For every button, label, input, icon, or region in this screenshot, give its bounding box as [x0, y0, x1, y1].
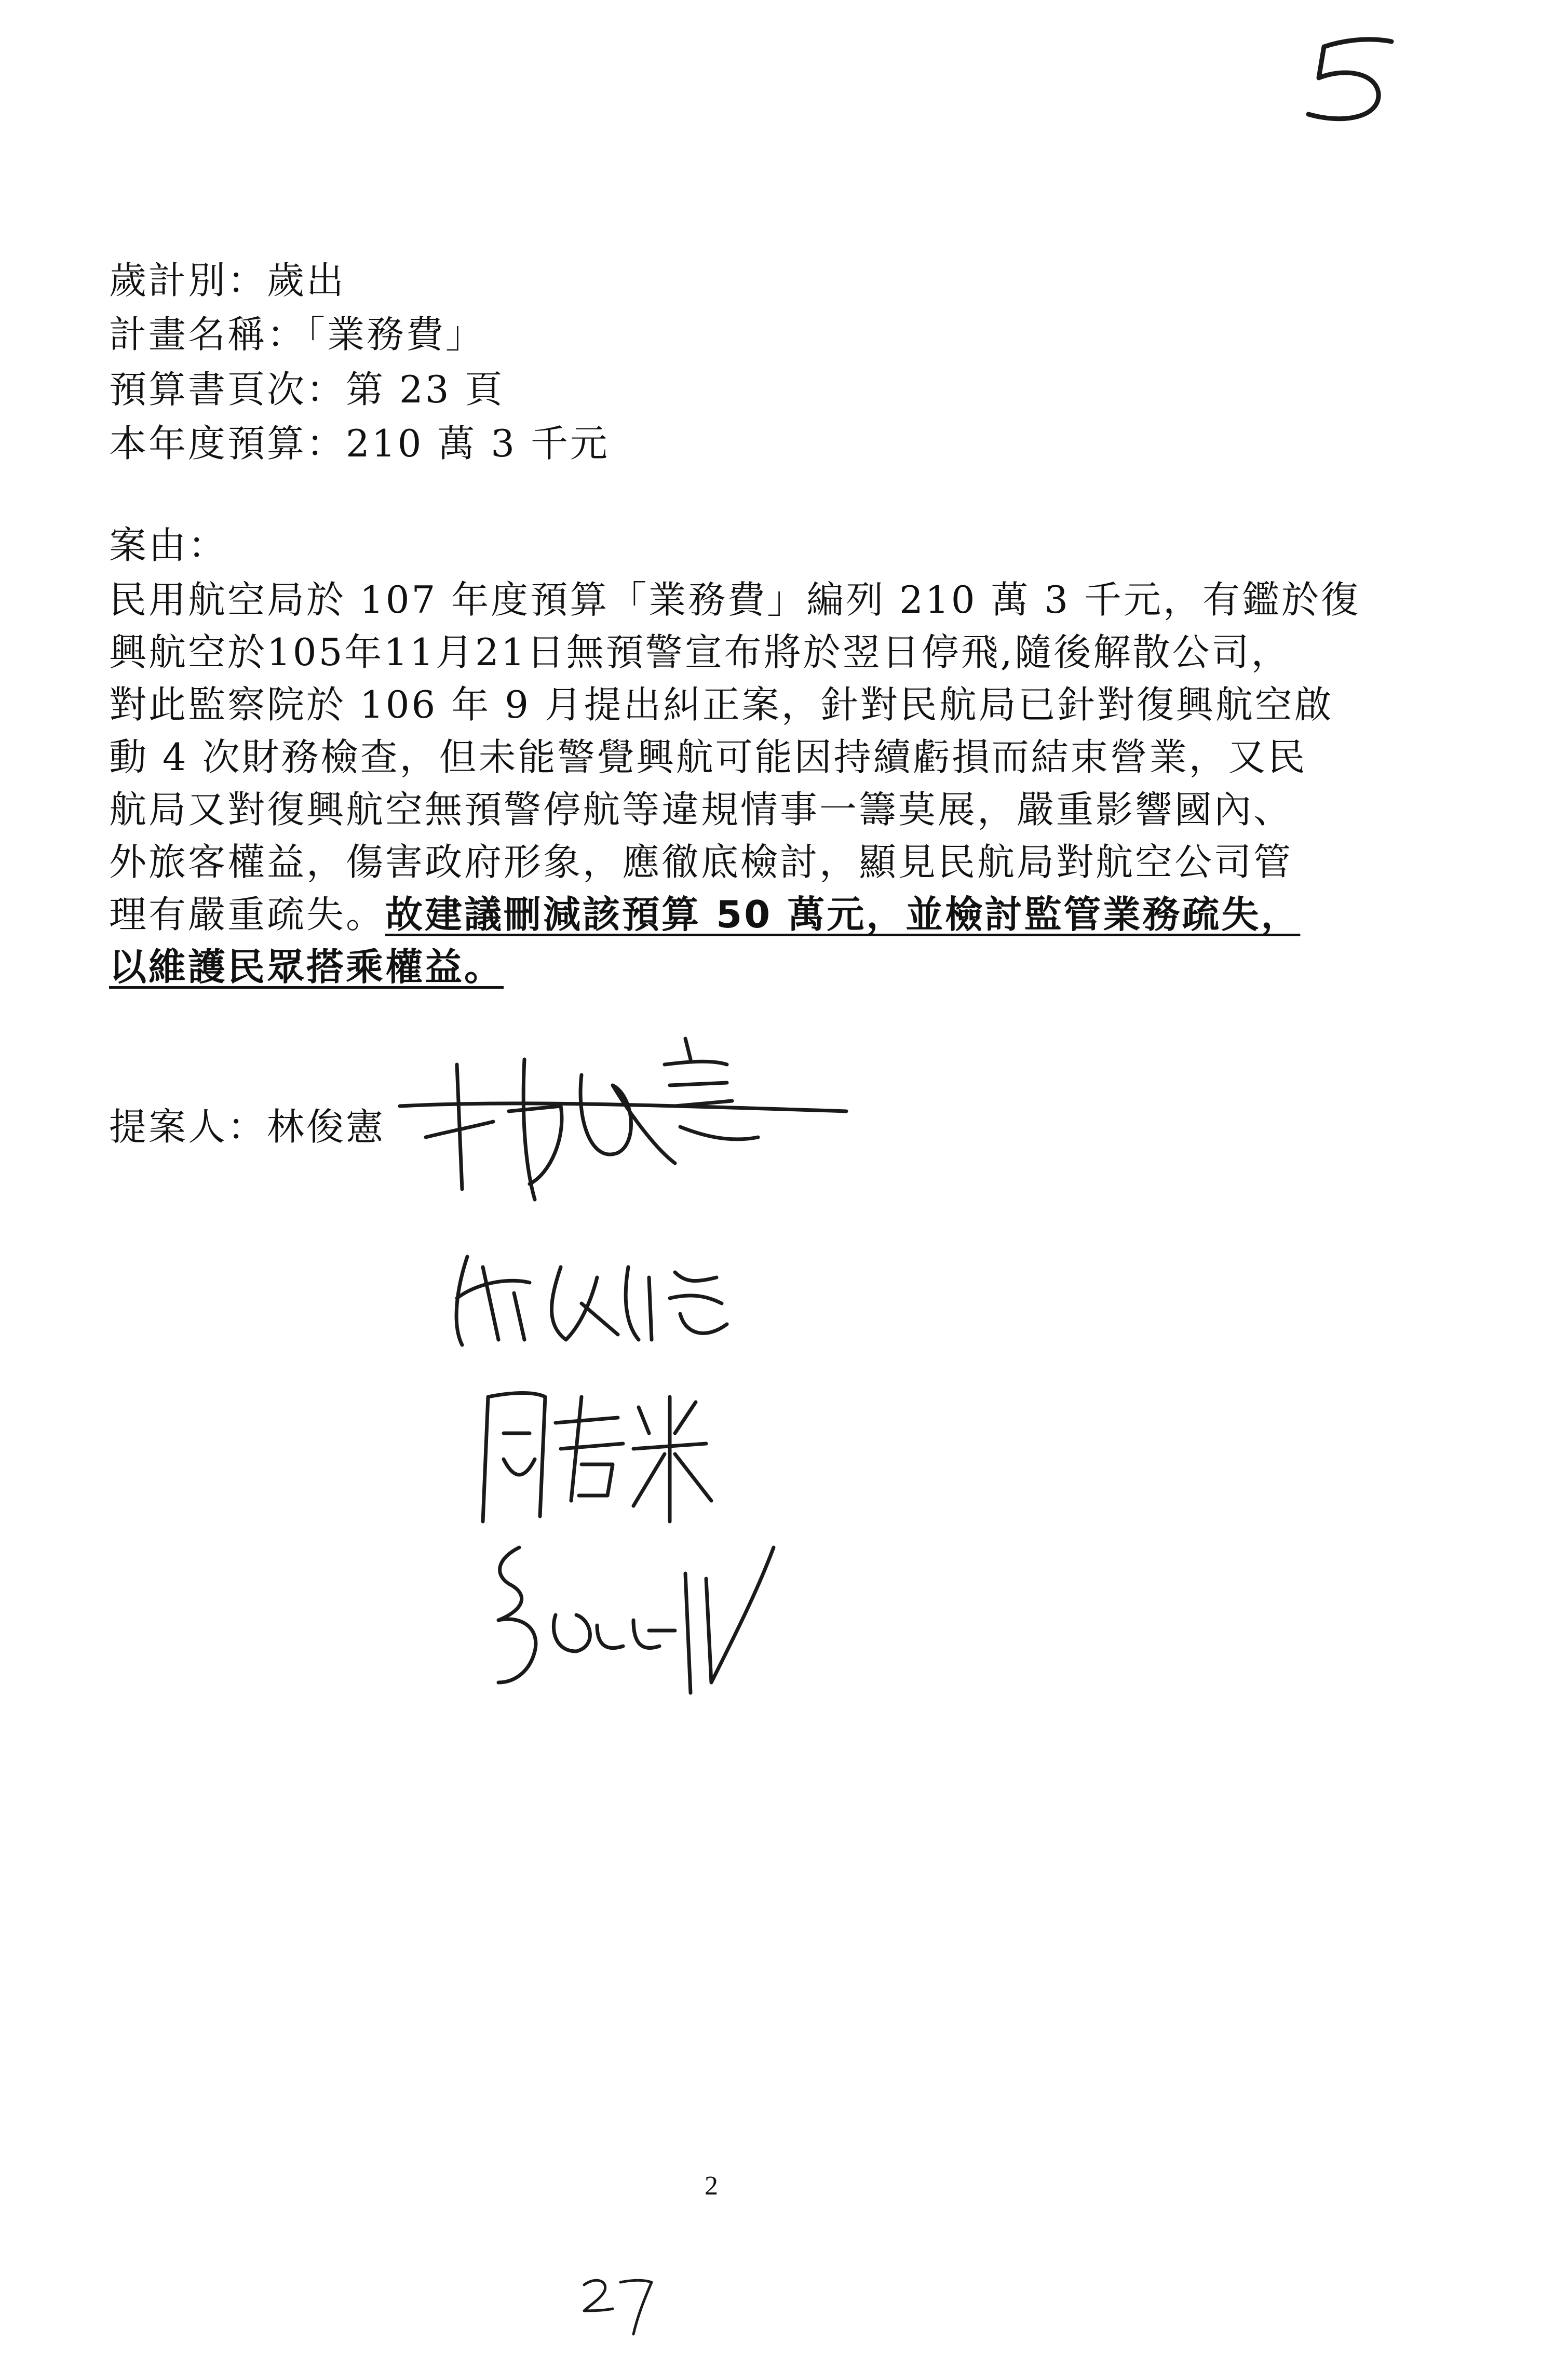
reason-label: 案由：	[109, 523, 228, 567]
proposer-label: 提案人：林俊憲	[109, 1105, 386, 1149]
reason-body	[109, 574, 1360, 993]
reason-line-5: 航局又對復興航空無預警停航等違規情事一籌莫展，嚴重影響國內、	[109, 788, 1293, 831]
reason-line-8	[109, 941, 1319, 993]
reason-line-7	[109, 888, 1319, 941]
handwritten-page-mark	[1288, 21, 1412, 135]
reason-line-2: 興航空於105年11月21日無預警宣布將於翌日停飛,隨後解散公司，	[109, 630, 1291, 674]
reason-line-4: 動 4 次財務檢查，但未能警覺興航可能因持續虧損而結束營業，又民	[109, 735, 1307, 779]
reason-line-1: 民用航空局於 107 年度預算「業務費」編列 210 萬 3 千元，有鑑於復	[109, 578, 1360, 622]
recommendation-emphasis-2: 以維護民眾搭乘權益。	[109, 945, 504, 989]
reason-line-3: 對此監察院於 106 年 9 月提出糾正案，針對民航局已針對復興航空啟	[109, 683, 1334, 726]
handwritten-bottom-note	[576, 2269, 659, 2337]
signature-3	[467, 1376, 717, 1532]
signature-1	[395, 1018, 851, 1226]
page-number: 2	[705, 2171, 718, 2201]
reason-plain-ending: 理有嚴重疏失。	[109, 893, 386, 936]
signature-4	[478, 1527, 800, 1703]
fiscal-type: 歲計別：歲出	[109, 259, 346, 302]
annual-budget: 本年度預算：210 萬 3 千元	[109, 422, 610, 465]
signature-2	[447, 1236, 737, 1361]
reason-line-6: 外旅客權益，傷害政府形象，應徹底檢討，顯見民航局對航空公司管	[109, 840, 1293, 884]
budget-page: 預算書頁次：第 23 頁	[109, 368, 505, 411]
recommendation-emphasis-1: 故建議刪減該預算 50 萬元，並檢討監管業務疏失，	[385, 893, 1301, 936]
program-name: 計畫名稱：「業務費」	[109, 313, 485, 356]
